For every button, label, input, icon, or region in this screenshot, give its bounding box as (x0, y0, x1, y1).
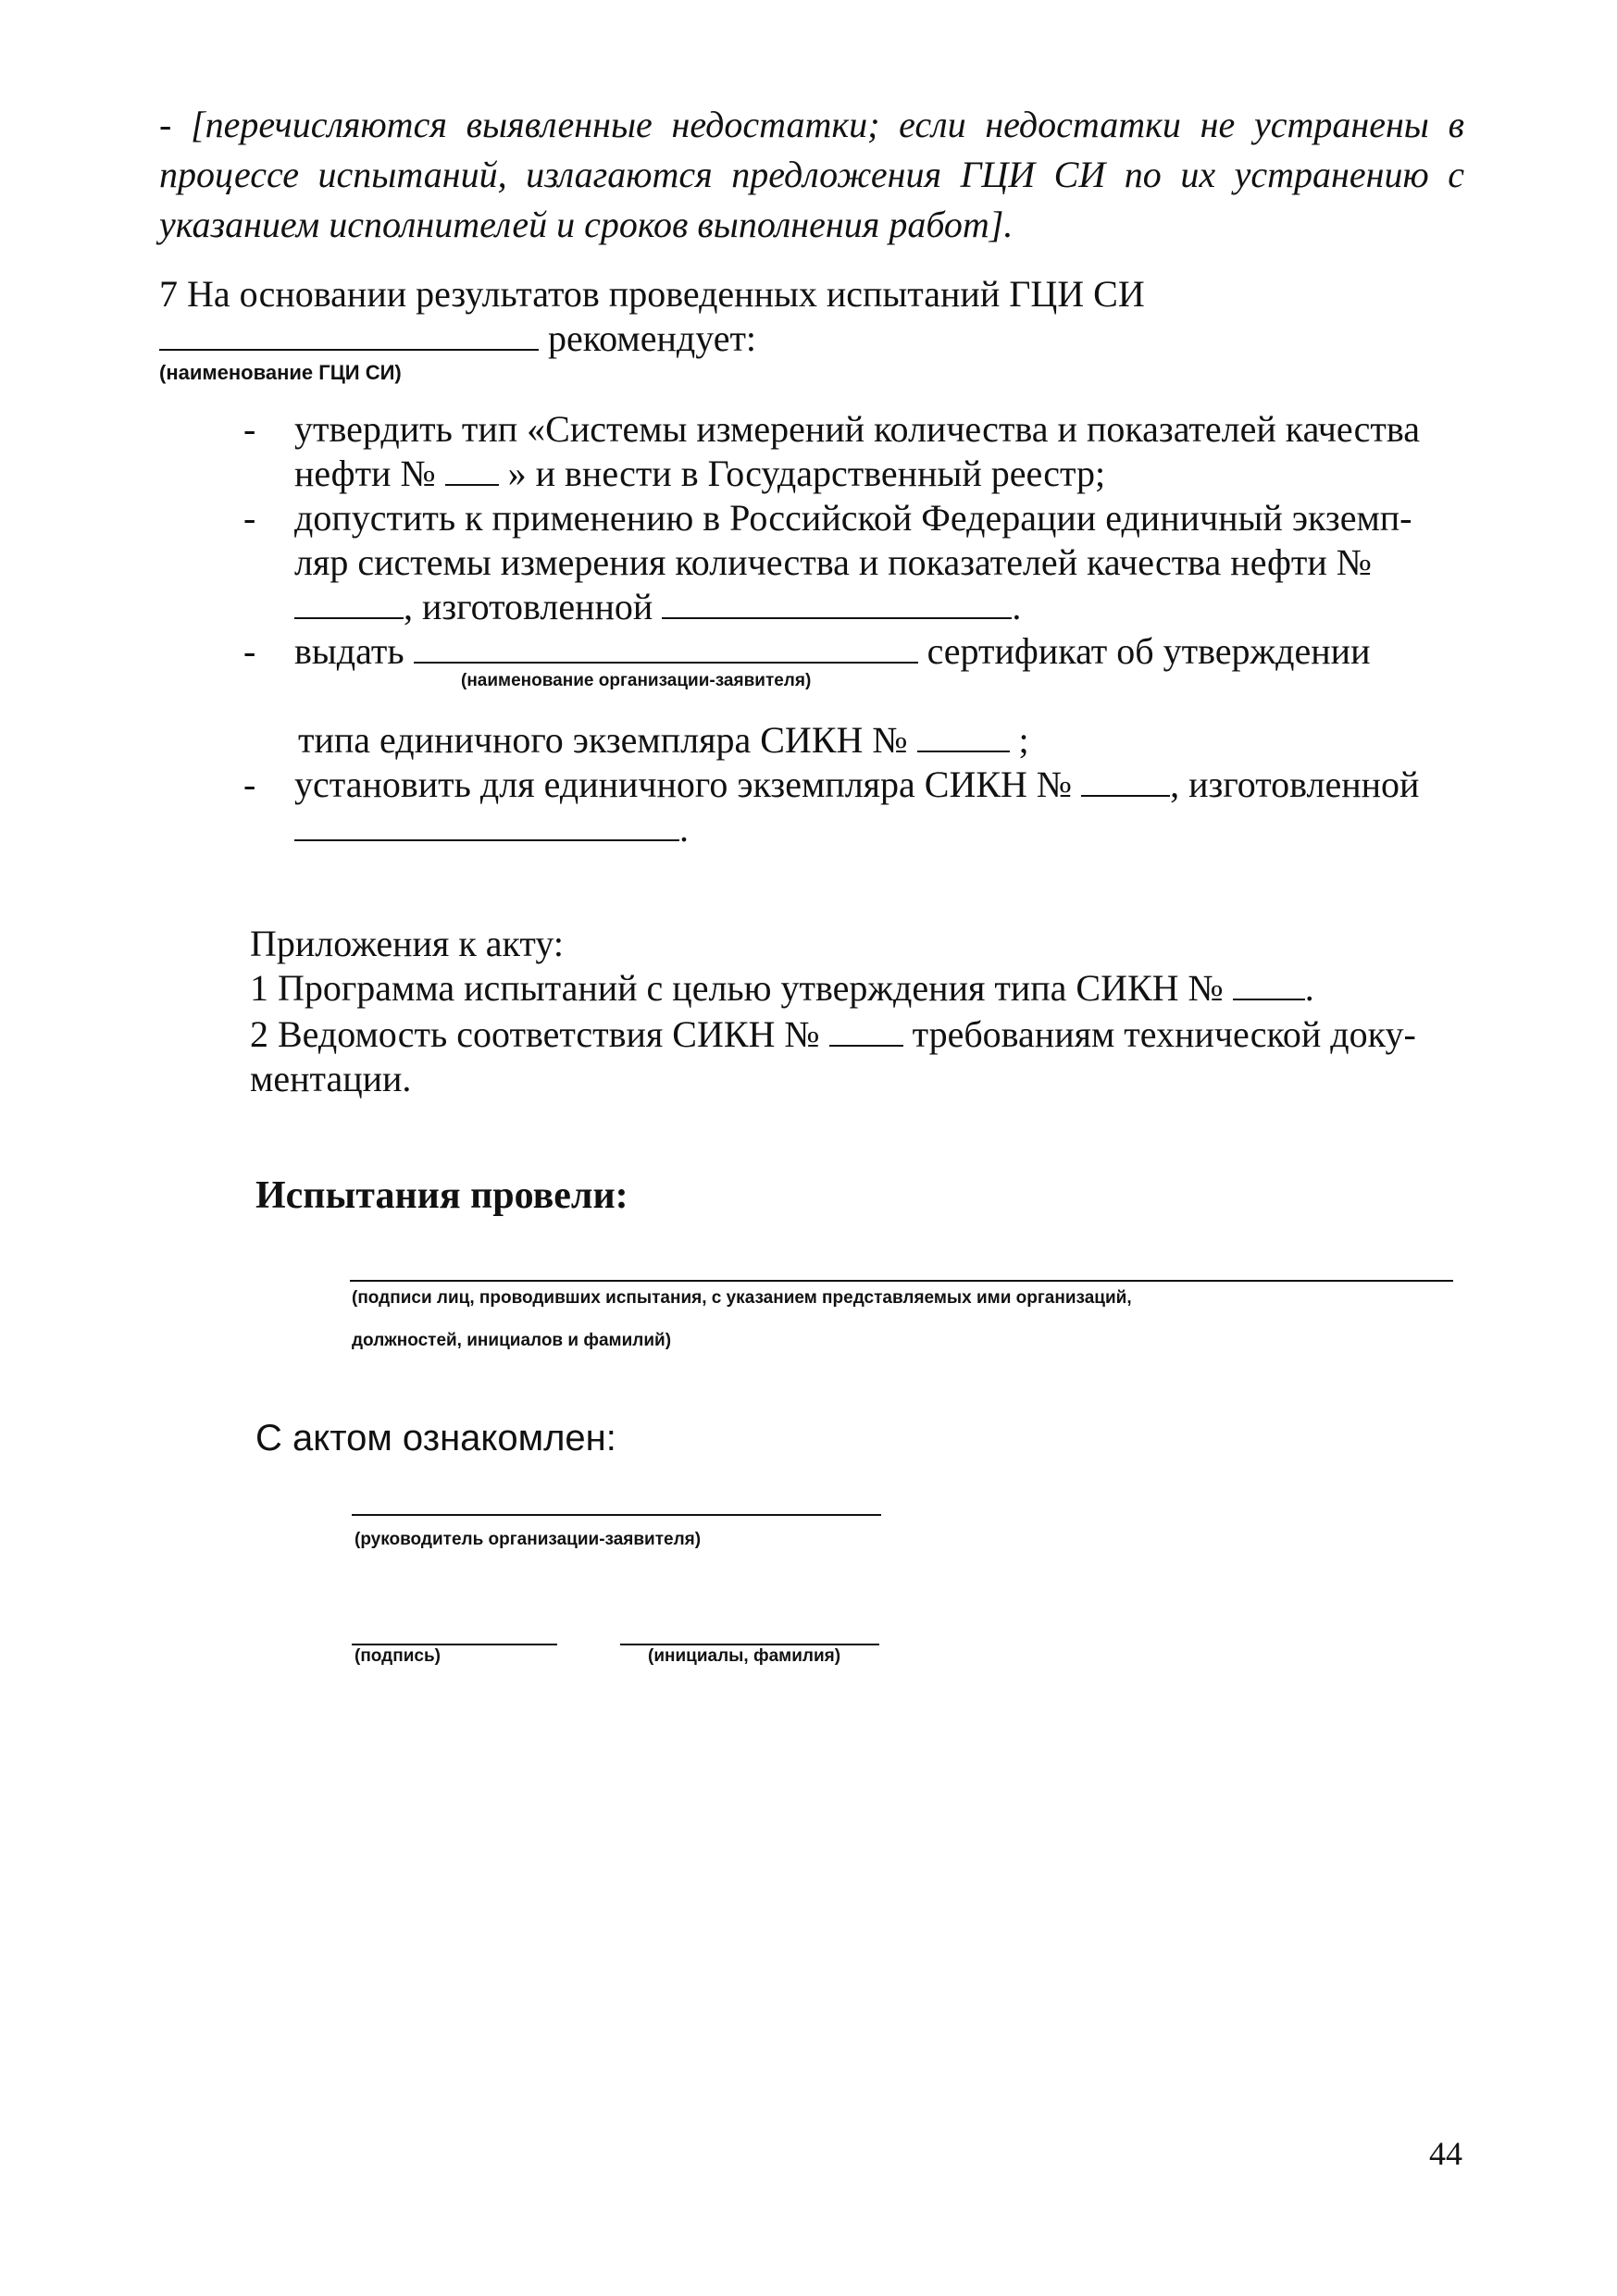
tests-heading: Испытания провели: (255, 1174, 628, 1217)
appendix-item2-cont: ментации. (250, 1058, 412, 1099)
list-bullet: - (243, 497, 256, 539)
deficiencies-note: - [перечисляются выявленные недостатки; если недостатки не устранены в процессе испытаний, излагаются предложения ГЦИ СИ по их устранению с указанием исполнителей и сроков выполнения работ]. (159, 104, 1464, 245)
head-caption: (руководитель организации-заявителя) (354, 1530, 702, 1549)
list-bullet: - (243, 763, 256, 805)
manufacturer-blank (294, 810, 679, 841)
item3-line2: типа единичного экземпляра СИКН № ; (298, 719, 1029, 761)
applicant-blank (414, 632, 918, 664)
signature-caption: (подпись) (354, 1646, 441, 1666)
page-number: 44 (1429, 2135, 1462, 2172)
item1-line2: нефти № » и внести в Государственный реестр; (294, 453, 1106, 494)
number-blank (917, 721, 1010, 752)
number-blank (445, 454, 499, 486)
signatures-caption-1: (подписи лиц, проводивших испытания, с указанием представляемых ими организаций, (352, 1288, 1132, 1308)
recommends-text: рекомендует: (548, 317, 757, 359)
number-blank (294, 588, 404, 619)
item2-line1: допустить к применению в Российской Федерации единичный экземп- (294, 497, 1412, 539)
acknowledged-heading: С актом ознакомлен: (255, 1418, 616, 1458)
list-bullet: - (243, 630, 256, 672)
applicant-caption: (наименование организации-заявителя) (461, 671, 812, 690)
number-blank (1233, 969, 1305, 1000)
item3-line1: выдать сертификат об утверждении (294, 630, 1371, 672)
head-signature-line (352, 1514, 881, 1516)
item1-line1: утвердить тип «Системы измерений количества и показателей качества (294, 408, 1420, 450)
gci-name-blank (159, 319, 539, 351)
number-blank (1081, 765, 1170, 797)
number-blank (829, 1015, 903, 1047)
name-line (620, 1644, 879, 1645)
item4-line2: . (294, 807, 689, 851)
manufacturer-blank (662, 588, 1012, 619)
signatures-line (350, 1280, 1453, 1282)
name-caption: (инициалы, фамилия) (648, 1646, 841, 1666)
appendix-title: Приложения к акту: (250, 923, 564, 964)
signature-line (352, 1644, 557, 1645)
appendix-item2: 2 Ведомость соответствия СИКН № требованиям технической доку- (250, 1013, 1416, 1055)
recommends-line (159, 316, 756, 361)
item2-line3: , изготовленной . (294, 585, 1021, 629)
section-7-title: 7 На основании результатов проведенных испытаний ГЦИ СИ (159, 273, 1145, 315)
list-bullet: - (243, 408, 256, 450)
item2-line2: ляр системы измерения количества и показателей качества нефти № (294, 541, 1372, 583)
appendix-item1: 1 Программа испытаний с целью утверждения типа СИКН № . (250, 967, 1314, 1009)
signatures-caption-2: должностей, инициалов и фамилий) (352, 1331, 672, 1350)
item4-line1: установить для единичного экземпляра СИКН № , изготовленной (294, 763, 1420, 805)
gci-name-caption: (наименование ГЦИ СИ) (159, 361, 402, 384)
